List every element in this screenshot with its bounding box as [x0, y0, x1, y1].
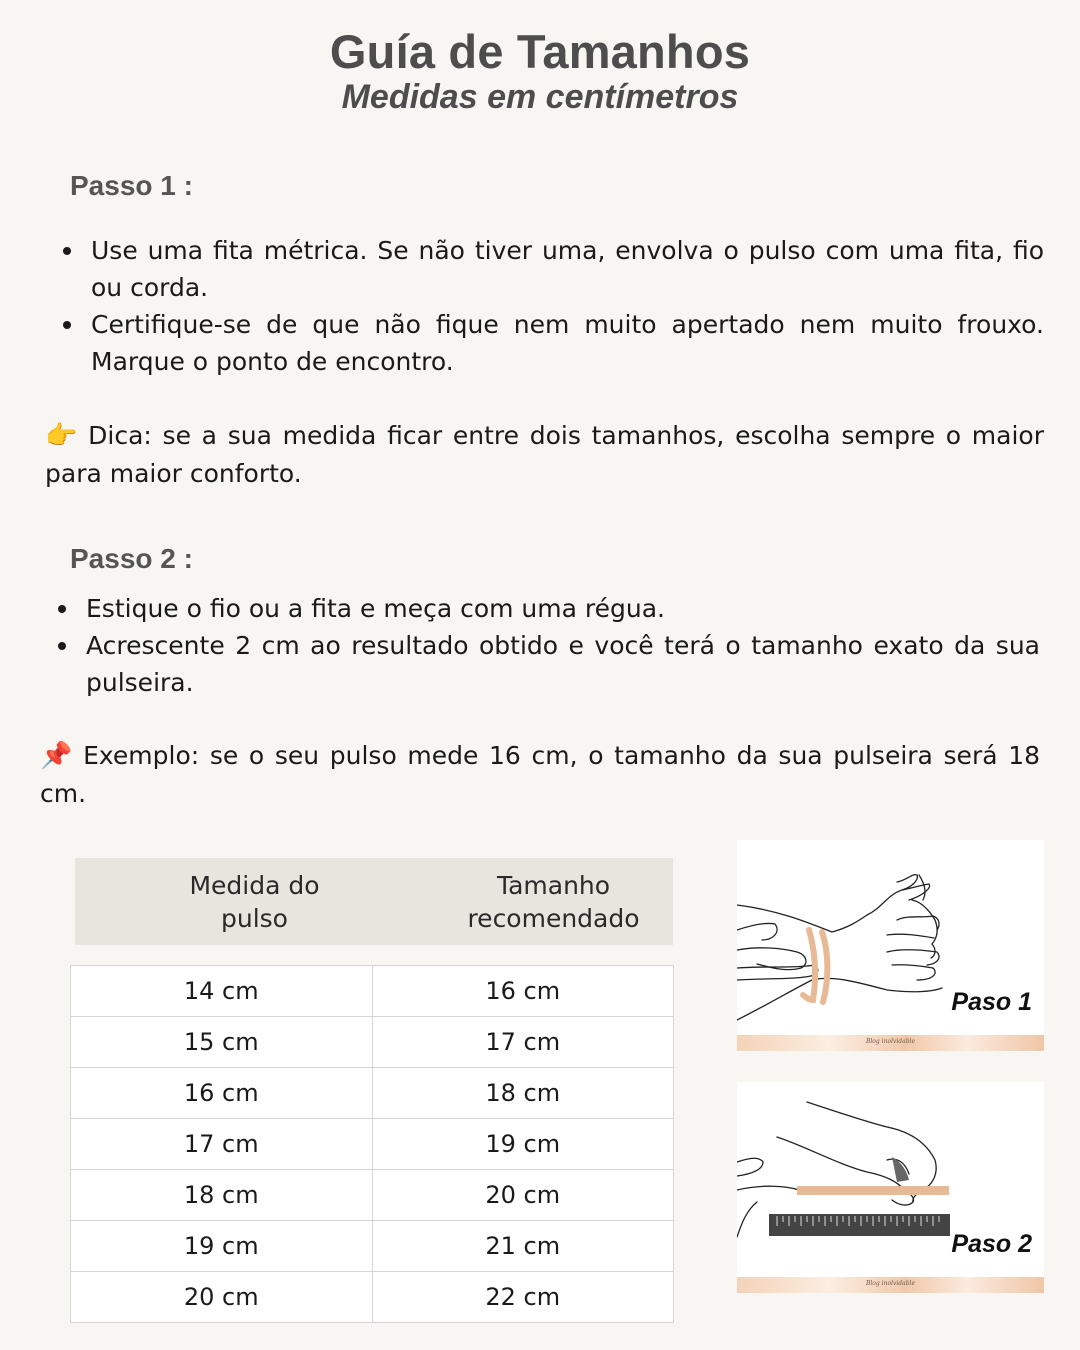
page-title: Guía de Tamanhos	[329, 25, 751, 78]
wrist-cell: 14 cm	[71, 966, 373, 1017]
table-row	[71, 1221, 674, 1272]
table-row	[71, 966, 674, 1017]
step1-bullet: Certifique-se de que não fique nem muito apertado nem muito frouxo. Marque o ponto de encontro.	[61, 306, 1044, 380]
step1-bullet: Use uma fita métrica. Se não tiver uma, envolva o pulso com uma fita, fio ou corda.	[61, 232, 1044, 306]
size-cell: 16 cm	[372, 966, 674, 1017]
wrist-cell: 19 cm	[71, 1221, 373, 1272]
wrist-cell: 18 cm	[71, 1170, 373, 1221]
step1-heading: Passo 1 :	[70, 170, 193, 201]
size-table	[70, 965, 674, 1323]
size-cell: 19 cm	[372, 1119, 674, 1170]
header-recommended-size: Tamanho recomendado	[467, 870, 640, 933]
example-text: Exemplo: se o seu pulso mede 16 cm, o tamanho da sua pulseira será 18 cm.	[40, 741, 1041, 808]
wrist-cell: 17 cm	[71, 1119, 373, 1170]
table-row	[71, 1068, 674, 1119]
header-wrist-measure: Medida do pulso	[189, 870, 320, 933]
wrist-cell: 15 cm	[71, 1017, 373, 1068]
size-table-header	[75, 858, 673, 945]
size-cell: 17 cm	[372, 1017, 674, 1068]
wrist-cell: 20 cm	[71, 1272, 373, 1323]
pointing-hand-icon: 👉	[45, 421, 81, 451]
tip-text: Dica: se a sua medida ficar entre dois tamanhos, escolha sempre o maior para maior conforto.	[45, 421, 1044, 488]
size-cell: 20 cm	[372, 1170, 674, 1221]
table-row	[71, 1017, 674, 1068]
step2-heading: Passo 2 :	[70, 543, 193, 574]
step2-illustration-card	[737, 1082, 1044, 1293]
step2-example	[40, 737, 1040, 812]
size-cell: 18 cm	[372, 1068, 674, 1119]
table-row	[71, 1119, 674, 1170]
step2-card-label: Paso 2	[951, 1230, 1032, 1258]
wrist-cell: 16 cm	[71, 1068, 373, 1119]
page-subtitle: Medidas em centímetros	[341, 78, 739, 116]
card-footer-strip	[737, 1035, 1044, 1051]
step1-tip	[45, 417, 1044, 492]
table-row	[71, 1272, 674, 1323]
size-cell: 22 cm	[372, 1272, 674, 1323]
step1-bullet-list	[61, 232, 1044, 380]
pushpin-icon: 📌	[40, 741, 76, 771]
step1-illustration-card	[737, 840, 1044, 1051]
step1-card-label: Paso 1	[951, 988, 1032, 1016]
size-cell: 21 cm	[372, 1221, 674, 1272]
step2-bullet-list	[56, 590, 1040, 701]
step2-bullet: Estique o fio ou a fita e meça com uma régua.	[56, 590, 1040, 627]
table-row	[71, 1170, 674, 1221]
card-footer-strip	[737, 1277, 1044, 1293]
strip-text: Blog inolvidable	[865, 1280, 916, 1287]
step2-bullet: Acrescente 2 cm ao resultado obtido e você terá o tamanho exato da sua pulseira.	[56, 627, 1040, 701]
strip-text: Blog inolvidable	[865, 1038, 916, 1045]
